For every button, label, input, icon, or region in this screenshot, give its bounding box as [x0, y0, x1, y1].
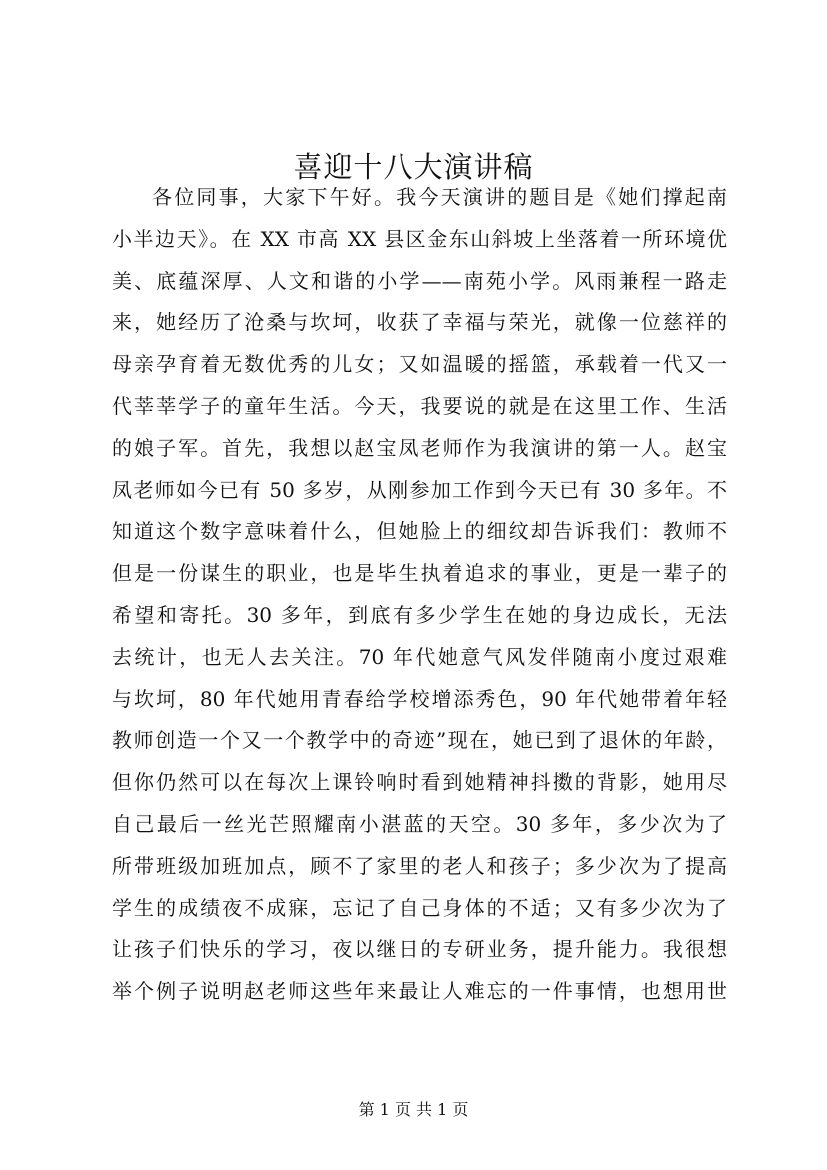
body-line: 小半边天》。在 XX 市高 XX 县区金东山斜坡上坐落着一所环境优 [112, 226, 727, 251]
body-line: 教师创造一个又一个教学中的奇迹”现在，她已到了退休的年龄， [112, 728, 727, 753]
body-line: 各位同事，大家下午好。我今天演讲的题目是《她们撑起南 [152, 185, 727, 209]
body-line: 希望和寄托。30 多年，到底有多少学生在她的身边成长，无法 [112, 602, 727, 627]
speech-body [112, 177, 727, 1013]
body-line: 代莘莘学子的童年生活。今天，我要说的就是在这里工作、生活 [112, 393, 727, 418]
body-line: 学生的成绩夜不成寐，忘记了自己身体的不适；又有多少次为了 [112, 895, 727, 920]
body-line: 让孩子们快乐的学习，夜以继日的专研业务，提升能力。我很想 [112, 937, 727, 962]
body-line: 去统计，也无人去关注。70 年代她意气风发伴随南小度过艰难 [112, 644, 727, 669]
body-line: 但你仍然可以在每次上课铃响时看到她精神抖擞的背影，她用尽 [112, 770, 727, 795]
document-title: 喜迎十八大演讲稿 [293, 150, 534, 184]
body-line: 自己最后一丝光芒照耀南小湛蓝的天空。30 多年，多少次为了 [112, 811, 727, 836]
body-line: 的娘子军。首先，我想以赵宝凤老师作为我演讲的第一人。赵宝 [112, 435, 727, 460]
body-line: 凤老师如今已有 50 多岁，从刚参加工作到今天已有 30 多年。不 [112, 477, 727, 502]
body-line: 举个例子说明赵老师这些年来最让人难忘的一件事情，也想用世 [112, 979, 727, 1004]
body-line: 来，她经历了沧桑与坎坷，收获了幸福与荣光，就像一位慈祥的 [112, 310, 727, 335]
body-line: 与坎坷，80 年代她用青春给学校增添秀色，90 年代她带着年轻 [112, 686, 727, 711]
body-line: 母亲孕育着无数优秀的儿女；又如温暖的摇篮，承载着一代又一 [112, 352, 727, 377]
body-line: 所带班级加班加点，顾不了家里的老人和孩子；多少次为了提高 [112, 853, 727, 878]
body-line: 知道这个数字意味着什么，但她脸上的细纹却告诉我们：教师不 [112, 519, 727, 544]
body-line: 但是一份谋生的职业，也是毕生执着追求的事业，更是一辈子的 [112, 561, 727, 586]
body-line: 美、底蕴深厚、人文和谐的小学——南苑小学。风雨兼程一路走 [112, 268, 727, 293]
page-footer: 第 1 页 共 1 页 [358, 1100, 469, 1119]
